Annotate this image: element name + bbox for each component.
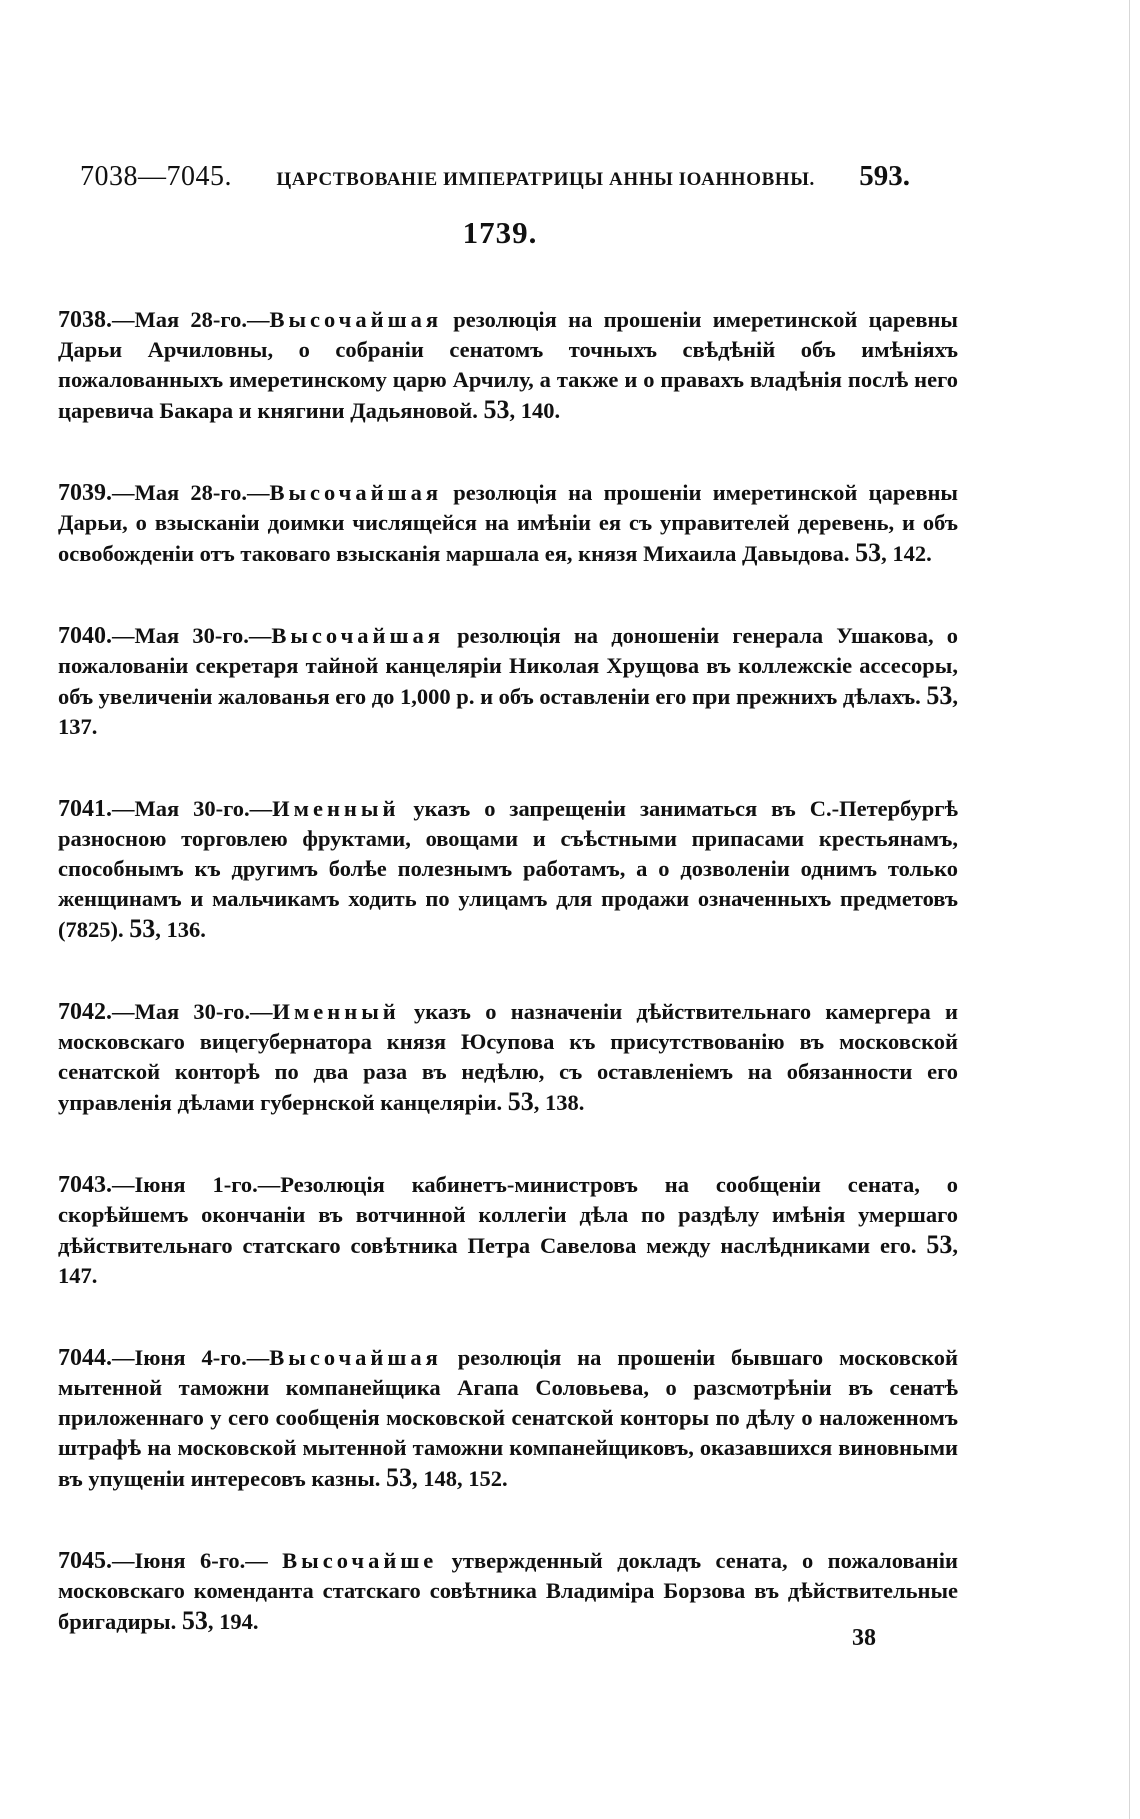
entry-date: —Мая 28-го.— [112,306,270,332]
entry-date: —Мая 30-го.— [112,622,272,648]
entry-source-volume: 53 [507,1086,534,1116]
entry-kind: Высочайше [282,1547,438,1573]
entry-7042 [58,997,958,1118]
entry-date: —Мая 28-го.— [112,479,270,505]
entry-source-page: , 147. [58,1232,958,1288]
entry-7043 [58,1170,958,1291]
entry-source-volume: 53 [386,1462,413,1492]
entry-source-page: , 136. [155,916,206,942]
entry-7038 [58,305,958,426]
entry-7041 [58,794,958,945]
entry-number: 7040. [58,622,112,649]
header-page-number: 593. [859,160,910,192]
entry-text: Резолюція кабинетъ-министровъ на сообщеніи сената, о скорѣйшемъ окончаніи въ вотчинной коллегіи дѣла по раздѣлу имѣнія умершаго дѣйствительнаго статскаго совѣтника Петра Савелова между наслѣдниками его. [58,1171,958,1258]
entry-source-page: , 148, 152. [412,1465,508,1491]
section-year: 1739. [462,215,538,250]
entry-date: —Іюня 6-го.— [112,1547,283,1573]
entry-7040 [58,621,958,742]
entry-text: утвержденный докладъ сената, о пожалованіи московскаго коменданта статскаго совѣтника Владиміра Борзова въ дѣйствительные бригадиры. [58,1547,958,1634]
entry-number: 7043. [58,1171,112,1198]
entry-source-page: , 142. [881,540,932,566]
entry-number: 7045. [58,1547,112,1574]
entry-7044 [58,1343,958,1494]
entry-kind: Именный [272,998,400,1024]
entry-source-volume: 53 [926,680,953,710]
entry-date: —Іюня 4-го.— [112,1344,270,1370]
entry-number: 7044. [58,1344,112,1371]
entry-text: указъ о запрещеніи заниматься въ С.-Петербургѣ разносною торговлею фруктами, овощами и съѣстными припасами крестьянамъ, способнымъ къ другимъ болѣе полезнымъ работамъ, а о дозволеніи однимъ только женщинамъ и мальчикамъ ходить по улицамъ для продажи означенныхъ предметовъ (7825). [58,795,959,942]
entry-kind: Высочайшая [269,1344,442,1370]
entry-text: резолюція на прошеніи имеретинской царевны Дарьи, о взысканіи доимки числящейся на имѣніи ея съ управителей деревень, и объ освобожденіи отъ таковаго взысканія маршала ея, князя Михаила Давыдова. [58,479,958,566]
entry-number: 7041. [58,795,112,822]
entry-text: указъ о назначеніи дѣйствительнаго камергера и московскаго вицегубернатора князя Юсупова къ присутствованію въ московской сенатской конторѣ по два раза въ недѣлю, съ оставленіемъ на обязанности его управленія дѣлами губернской канцеляріи. [58,998,958,1115]
entry-source-volume: 53 [483,394,510,424]
entry-number: 7038. [58,306,112,333]
entry-kind: Именный [272,795,400,821]
entry-number: 7042. [58,998,112,1025]
running-header [80,160,910,193]
entry-7045 [58,1546,958,1637]
entry-source-volume: 53 [855,537,882,567]
entry-date: —Мая 30-го.— [112,795,273,821]
entry-text: резолюція на прошеніи имеретинской царевны Дарьи Арчиловны, о собраніи сенатомъ точныхъ свѣдѣній объ имѣніяхъ пожалованныхъ имеретинскому царю Арчилу, а также и о правахъ владѣнія послѣ него царевича Бакара и княгини Дадьяновой. [58,306,958,423]
entry-date: —Іюня 1-го.— [112,1171,281,1197]
header-title: ЦАРСТВОВАНІЕ ИМПЕРАТРИЦЫ АННЫ ІОАННОВНЫ. [276,169,815,190]
header-entry-range: 7038—7045. [80,161,232,192]
entry-text: резолюція на прошеніи бывшаго московской мытенной таможни компанейщика Агапа Соловьева, о разсмотрѣніи въ сенатѣ приложеннаго у сего сообщенія московской сенатской конторы по дѣлу о наложенномъ штрафѣ на московской мытенной таможни компанейщиковъ, оказавшихся виновными въ упущеніи интересовъ казны. [58,1344,958,1491]
page-edge-line [1129,0,1130,1819]
entry-kind: Высочайшая [269,479,443,505]
entry-source-page: , 194. [207,1608,259,1634]
entry-kind: Высочайшая [271,622,444,648]
entry-kind: Высочайшая [269,306,443,332]
entry-source-page: , 138. [533,1089,585,1115]
entry-date: —Мая 30-го.— [112,998,273,1024]
entry-7039 [58,478,958,569]
entry-text: резолюція на доношеніи генерала Ушакова, о пожалованіи секретаря тайной канцеляріи Николая Хрущова въ коллежскіе ассесоры, объ увеличеніи жалованья его до 1,000 р. и объ оставленіи его при прежнихъ дѣлахъ. [58,622,958,709]
entry-source-page: , 140. [509,397,561,423]
entry-number: 7039. [58,479,112,506]
entry-source-volume: 53 [129,913,156,943]
entry-source-page: , 137. [58,683,958,739]
entry-source-volume: 53 [926,1229,953,1259]
entry-source-volume: 53 [181,1605,208,1635]
signature-mark: 38 [852,1625,876,1651]
entries-list [58,282,958,1689]
